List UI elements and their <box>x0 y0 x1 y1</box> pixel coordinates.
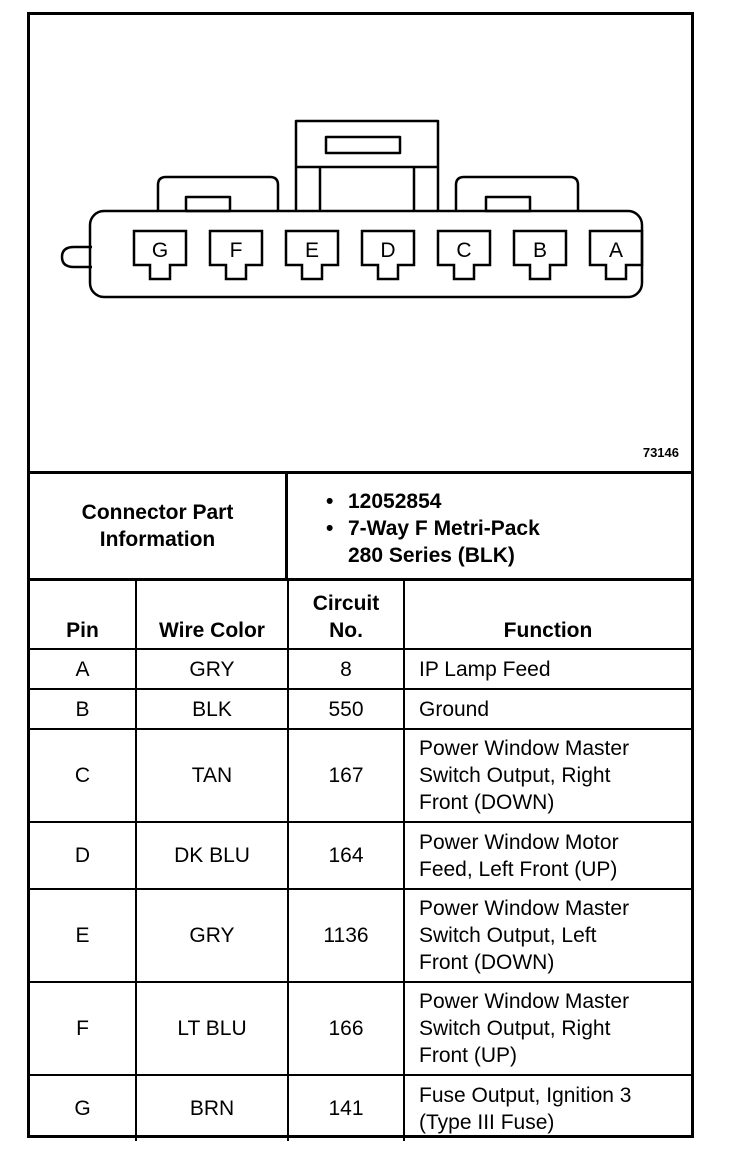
pinout-table <box>30 581 691 1141</box>
cavity-label-a: A <box>608 239 624 262</box>
connector-side-latch <box>62 247 92 267</box>
cell-function: Power Window Master Switch Output, Right Front (UP) <box>404 982 691 1075</box>
cell-pin: D <box>30 822 136 889</box>
cell-circuit: 8 <box>288 649 404 689</box>
table-row <box>30 649 691 689</box>
cavity-label-g: G <box>151 239 169 262</box>
cell-function: IP Lamp Feed <box>404 649 691 689</box>
cell-wire-color: TAN <box>136 729 288 822</box>
cell-pin: F <box>30 982 136 1075</box>
cell-circuit: 167 <box>288 729 404 822</box>
connector-description-1: • 7-Way F Metri-Pack <box>326 515 540 542</box>
left-lock-hump <box>158 177 278 211</box>
cell-function: Power Window Master Switch Output, Left Front (DOWN) <box>404 889 691 982</box>
cell-pin: E <box>30 889 136 982</box>
cell-wire-color: BRN <box>136 1075 288 1141</box>
cell-wire-color: BLK <box>136 689 288 729</box>
table-row <box>30 822 691 889</box>
table-row <box>30 1075 691 1141</box>
cell-pin: B <box>30 689 136 729</box>
table-row <box>30 982 691 1075</box>
cell-pin: G <box>30 1075 136 1141</box>
cavity-label-b: B <box>532 239 548 262</box>
cell-circuit: 550 <box>288 689 404 729</box>
connector-info-details <box>326 488 540 569</box>
table-header-row <box>30 581 691 649</box>
header-wire-color: Wire Color <box>136 581 288 649</box>
cavity-label-e: E <box>304 239 320 262</box>
table-row <box>30 889 691 982</box>
cell-wire-color: GRY <box>136 889 288 982</box>
connector-description-2: 280 Series (BLK) <box>348 544 515 567</box>
cell-pin: C <box>30 729 136 822</box>
right-lock-slot <box>486 197 530 211</box>
cell-wire-color: LT BLU <box>136 982 288 1075</box>
cavity-label-c: C <box>456 239 472 262</box>
connector-drawing <box>30 15 691 471</box>
connector-diagram <box>30 15 691 471</box>
cavity-label-d: D <box>380 239 396 262</box>
connector-body <box>90 211 642 297</box>
header-circuit: Circuit No. <box>288 581 404 649</box>
cell-function: Power Window Motor Feed, Left Front (UP) <box>404 822 691 889</box>
figure-number: 73146 <box>642 445 679 460</box>
cell-function: Fuse Output, Ignition 3 (Type III Fuse) <box>404 1075 691 1141</box>
table-row <box>30 729 691 822</box>
cell-circuit: 141 <box>288 1075 404 1141</box>
cell-circuit: 166 <box>288 982 404 1075</box>
header-function: Function <box>404 581 691 649</box>
header-pin: Pin <box>30 581 136 649</box>
part-number: • 12052854 <box>326 488 540 515</box>
connector-info-label: Connector Part Information <box>30 474 288 578</box>
right-lock-hump <box>456 177 578 211</box>
cell-wire-color: GRY <box>136 649 288 689</box>
cavity-label-f: F <box>229 239 243 262</box>
cell-wire-color: DK BLU <box>136 822 288 889</box>
cell-circuit: 1136 <box>288 889 404 982</box>
center-key-slot <box>326 137 400 153</box>
table-row <box>30 689 691 729</box>
cell-function: Ground <box>404 689 691 729</box>
connector-part-information <box>30 471 691 581</box>
center-key-walls <box>320 167 414 211</box>
cell-circuit: 164 <box>288 822 404 889</box>
cell-function: Power Window Master Switch Output, Right Front (DOWN) <box>404 729 691 822</box>
cell-pin: A <box>30 649 136 689</box>
connector-sheet <box>27 12 694 1138</box>
left-lock-slot <box>186 197 230 211</box>
